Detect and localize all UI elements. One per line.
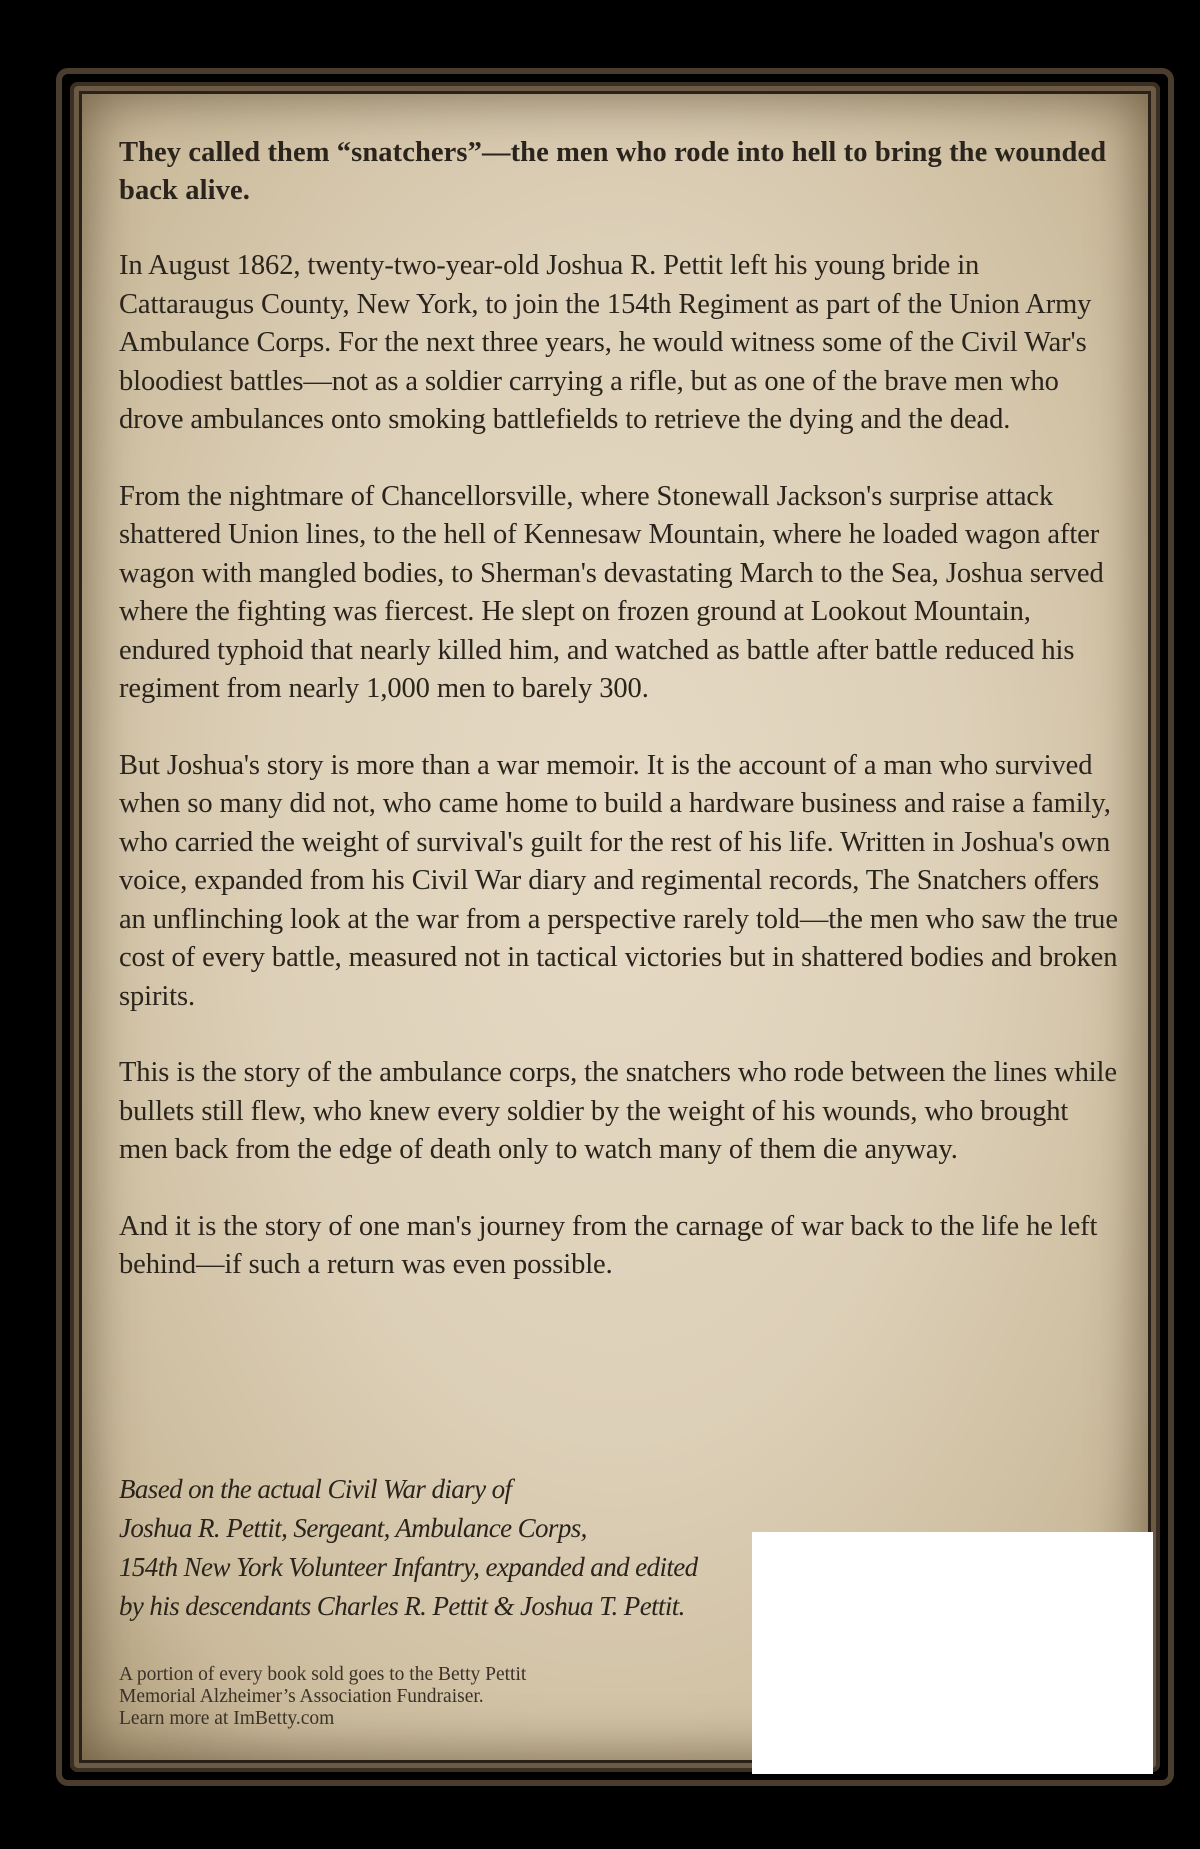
note-line-1: A portion of every book sold goes to the Betty Pettit	[119, 1664, 527, 1685]
diary-credit	[119, 1470, 759, 1626]
note-line-2: Memorial Alzheimer’s Association Fundraiser.	[119, 1686, 484, 1707]
blurb-paragraph-4: This is the story of the ambulance corps, the snatchers who rode between the lines while bullets still flew, who knew every soldier by the weight of his wounds, who brought men back from the edge of death only to watch many of them die anyway.	[119, 1057, 1117, 1165]
hook-text: They called them “snatchers”—the men who rode into hell to bring the wounded back alive.	[119, 137, 1107, 206]
blurb-paragraph-2: From the nightmare of Chancellorsville, where Stonewall Jackson's surprise attack shattered Union lines, to the hell of Kennesaw Mountain, where he loaded wagon after wagon with mangled bodies, to Sherman's devastating March to the Sea, Joshua served where the fighting was fiercest. He slept on frozen ground at Lookout Mountain, endured typhoid that nearly killed him, and watched as battle after battle reduced his regiment from nearly 1,000 men to barely 300.	[119, 480, 1104, 704]
blurb	[119, 134, 1119, 1285]
credit-line-4: by his descendants Charles R. Pettit & Joshua T. Pettit.	[119, 1591, 685, 1621]
blurb-paragraph-1: In August 1862, twenty-two-year-old Joshua R. Pettit left his young bride in Cattaraugus County, New York, to join the 154th Regiment as part of the Union Army Ambulance Corps. For the next three years, he would witness some of the Civil War's bloodiest battles—not as a soldier carrying a rifle, but as one of the brave men who drove ambulances onto smoking battlefields to retrieve the dying and the dead.	[119, 250, 1092, 435]
note-line-3: Learn more at ImBetty.com	[119, 1708, 335, 1729]
blurb-paragraph-5: And it is the story of one man's journey from the carnage of war back to the life he left behind—if such a return was even possible.	[119, 1210, 1098, 1280]
charity-note	[119, 1664, 679, 1730]
credit-line-3: 154th New York Volunteer Infantry, expanded and edited	[119, 1552, 698, 1582]
credit-line-1: Based on the actual Civil War diary of	[119, 1474, 512, 1504]
blurb-paragraph-3: But Joshua's story is more than a war memoir. It is the account of a man who survived when so many did not, who came home to build a hardware business and raise a family, who carried the weight of survival's guilt for the rest of his life. Written in Joshua's own voice, expanded from his Civil War diary and regimental records, The Snatchers offers an unflinching look at the war from a perspective rarely told—the men who saw the true cost of every battle, measured not in tactical victories but in shattered bodies and broken spirits.	[119, 749, 1118, 1012]
credit-line-2: Joshua R. Pettit, Sergeant, Ambulance Corps,	[119, 1513, 587, 1543]
barcode-placeholder	[752, 1532, 1153, 1774]
